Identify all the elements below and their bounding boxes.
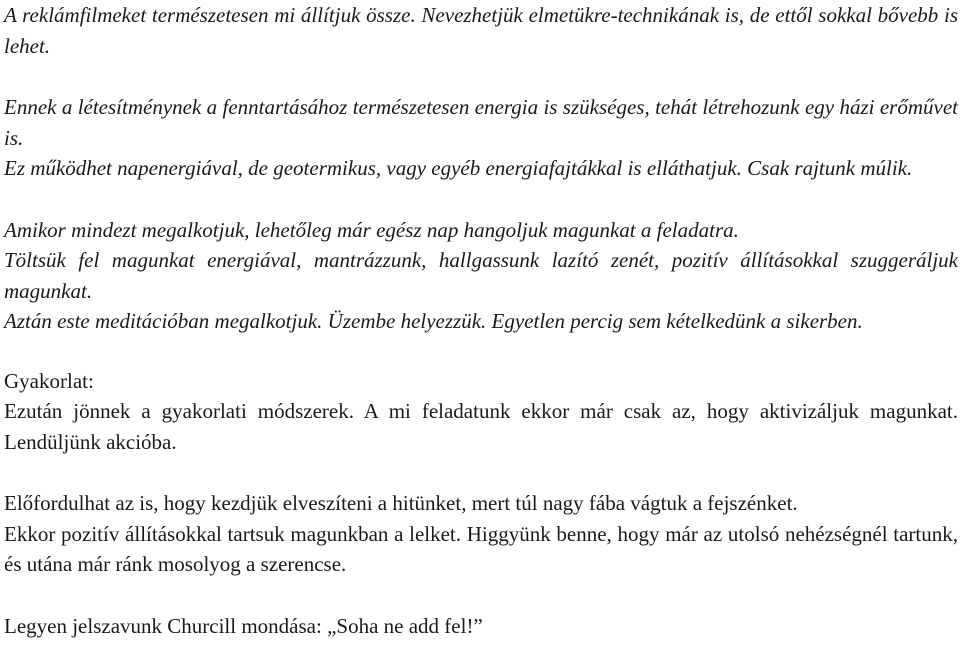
- paragraph-losing-faith: Előfordulhat az is, hogy kezdjük elveszíteni a hitünket, mert túl nagy fába vágtuk a fejszénket.: [4, 491, 798, 515]
- section-heading-practice: Gyakorlat:: [4, 368, 94, 393]
- paragraph-tuning: Amikor mindezt megalkotjuk, lehetőleg már egész nap hangoljuk magunkat a feladatra.: [4, 217, 739, 242]
- paragraph-spacer: [4, 61, 958, 92]
- paragraph-positive-affirmations: Ekkor pozitív állításokkal tartsuk magunkban a lelket. Higgyünk benne, hogy már az utolsó nehézségnél tartunk, és utána már ránk mosolyog a szerencse.: [4, 521, 958, 576]
- paragraph-spacer: [4, 337, 958, 366]
- paragraph-spacer: [4, 184, 958, 215]
- paragraph-energy-sources: Ez működhet napenergiával, de geotermikus, vagy egyéb energiafajtákkal is elláthatjuk. Csak rajtunk múlik.: [4, 156, 913, 180]
- paragraph-motto: Legyen jelszavunk Churcill mondása: „Soha ne add fel!”: [4, 613, 483, 638]
- paragraph-spacer: [4, 580, 958, 611]
- paragraph-practical-methods: Ezután jönnek a gyakorlati módszerek. A mi feladatunk ekkor már csak az, hogy aktivizáljuk magunkat. Lendüljünk akcióba.: [4, 399, 958, 454]
- paragraph-power-plant: Ennek a létesítménynek a fenntartásához természetesen energia is szükséges, tehát létrehozunk egy házi erőművet is.: [4, 95, 958, 150]
- paragraph-meditation: Aztán este meditációban megalkotjuk. Üzembe helyezzük. Egyetlen percig sem kételkedünk a sikerben.: [4, 309, 863, 333]
- document-page: [4, 0, 958, 641]
- paragraph-spacer: [4, 457, 958, 488]
- paragraph-advertising: A reklámfilmeket természetesen mi állítjuk össze. Nevezhetjük elmetükre-technikának is, de ettől sokkal bővebb is lehet.: [4, 3, 958, 58]
- paragraph-charge-energy: Töltsük fel magunkat energiával, mantrázzunk, hallgassunk lazító zenét, pozitív állításokkal szuggeráljuk magunkat.: [4, 248, 958, 303]
